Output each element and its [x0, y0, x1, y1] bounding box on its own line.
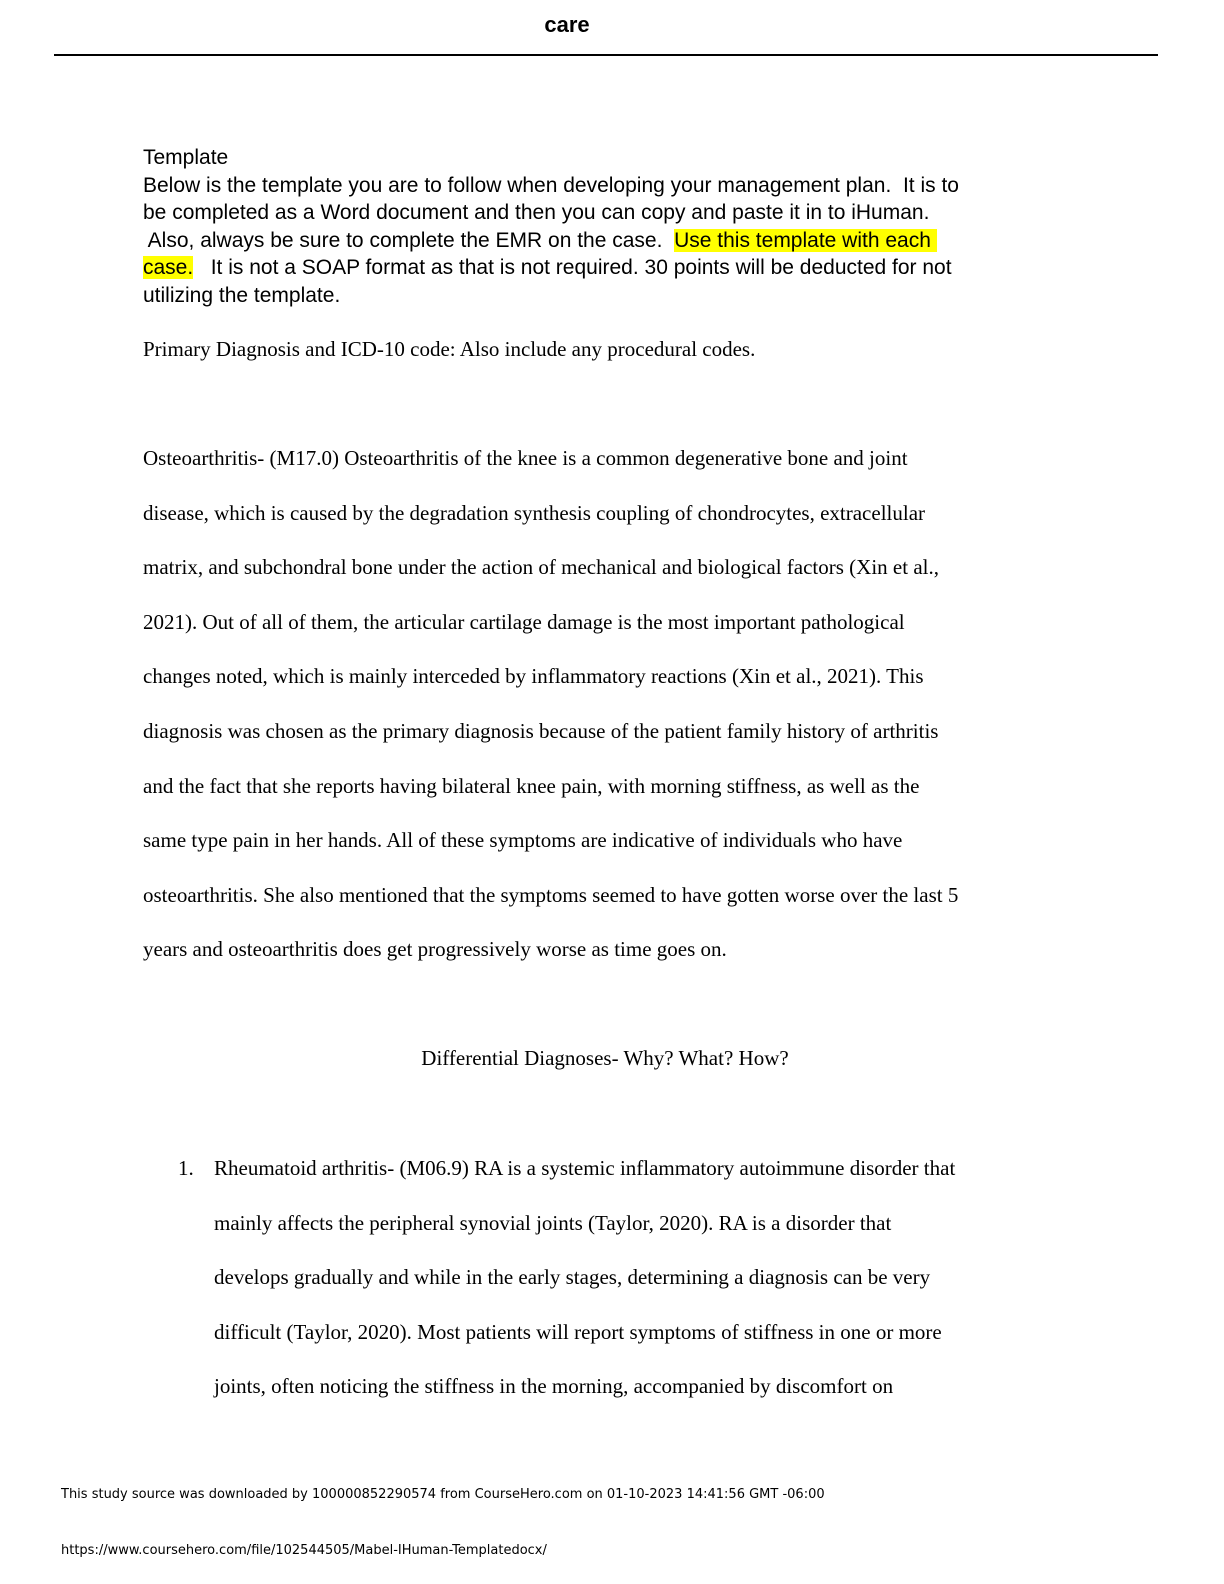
- primary-diagnosis-label: Primary Diagnosis and ICD-10 code: Also include any procedural codes.: [143, 337, 756, 361]
- list-item-line: develops gradually and while in the early stages, determining a diagnosis can be very: [214, 1265, 931, 1290]
- list-item-line: Rheumatoid arthritis- (M06.9) RA is a systemic inflammatory autoimmune disorder that: [214, 1156, 956, 1180]
- paragraph-line: matrix, and subchondral bone under the action of mechanical and biological factors (Xin et al.,: [143, 555, 939, 580]
- differential-diagnoses-heading: Differential Diagnoses- Why? What? How?: [421, 1046, 789, 1070]
- header-divider: [54, 54, 1158, 56]
- instruction-line-4-text: It is not a SOAP format as that is not required. 30 points will be deducted for not: [193, 256, 952, 279]
- osteoarthritis-paragraph: [143, 431, 1083, 977]
- instruction-line-3-text: Also, always be sure to complete the EMR on the case.: [143, 228, 675, 252]
- paragraph-line: disease, which is caused by the degradation synthesis coupling of chondrocytes, extracellular: [143, 500, 926, 525]
- instruction-line-4: [143, 254, 1083, 282]
- download-source-notice: This study source was downloaded by 100000852290574 from CourseHero.com on 01-10-2023 14:41:56 GMT -06:00: [61, 1487, 825, 1502]
- paragraph-line: 2021). Out of all of them, the articular cartilage damage is the most important pathological: [143, 609, 905, 634]
- paragraph-line: years and osteoarthritis does get progressively worse as time goes on.: [143, 937, 727, 962]
- instruction-line-1: Below is the template you are to follow when developing your management plan. It is to: [143, 173, 959, 197]
- page-header-title: care: [544, 12, 590, 37]
- instruction-line-3: [143, 227, 1083, 255]
- paragraph-line: same type pain in her hands. All of these symptoms are indicative of individuals who have: [143, 828, 903, 853]
- template-instructions: [143, 144, 1083, 309]
- list-item-line: difficult (Taylor, 2020). Most patients will report symptoms of stiffness in one or more: [214, 1319, 942, 1344]
- instruction-line-2: be completed as a Word document and then you can copy and paste it in to iHuman.: [143, 201, 930, 224]
- paragraph-line: osteoarthritis. She also mentioned that the symptoms seemed to have gotten worse over the last 5: [143, 882, 959, 907]
- list-item-text: [214, 1141, 1094, 1414]
- highlighted-instruction-part-1: Use this template with each: [674, 228, 937, 252]
- list-item-number: 1.: [178, 1156, 194, 1180]
- paragraph-line: Osteoarthritis- (M17.0) Osteoarthritis of the knee is a common degenerative bone and joint: [143, 446, 908, 470]
- instruction-line-5: utilizing the template.: [143, 283, 341, 307]
- list-item-line: joints, often noticing the stiffness in the morning, accompanied by discomfort on: [214, 1374, 894, 1399]
- paragraph-line: and the fact that she reports having bilateral knee pain, with morning stiffness, as well as the: [143, 773, 920, 798]
- template-heading: Template: [143, 146, 229, 169]
- paragraph-line: changes noted, which is mainly interceded by inflammatory reactions (Xin et al., 2021). This: [143, 664, 924, 689]
- highlighted-instruction-part-2: case.: [143, 256, 194, 279]
- list-item-line: mainly affects the peripheral synovial joints (Taylor, 2020). RA is a disorder that: [214, 1210, 892, 1235]
- source-url: https://www.coursehero.com/file/102544505/Mabel-IHuman-Templatedocx/: [61, 1543, 547, 1558]
- paragraph-line: diagnosis was chosen as the primary diagnosis because of the patient family history of arthritis: [143, 718, 939, 743]
